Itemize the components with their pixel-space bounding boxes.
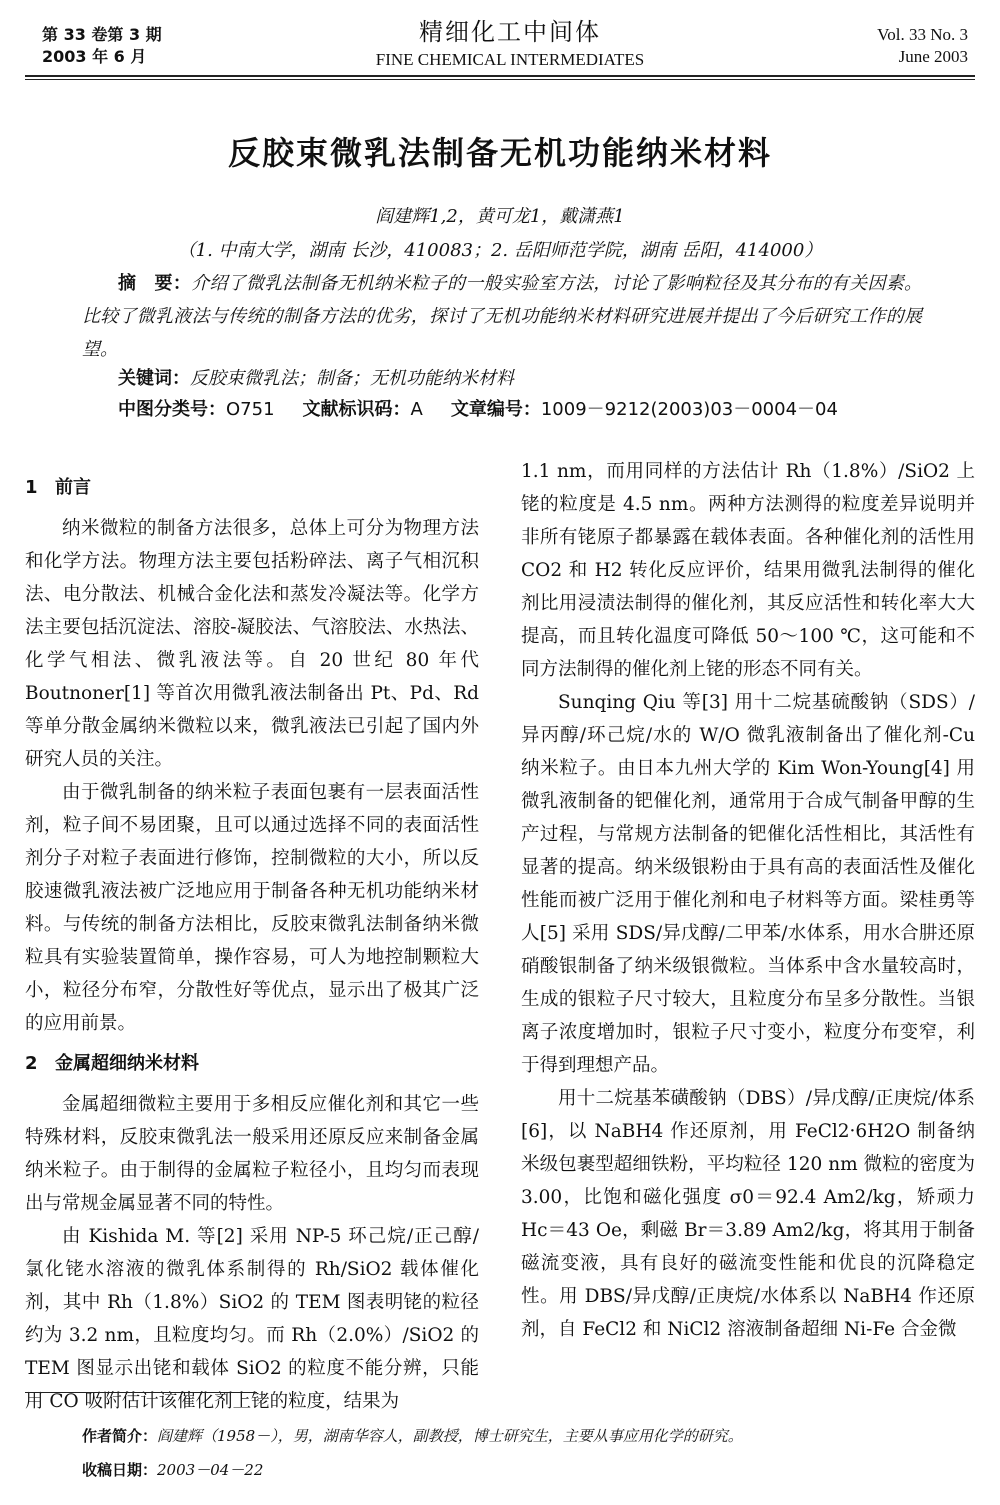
paragraph: 金属超细微粒主要用于多相反应催化剂和其它一些特殊材料，反胶束微乳法一般采用还原反应来制备金属纳米粒子。由于制得的金属粒子粒径小，且均匀而表现出与常规金属显著不同的特性。 [25,1094,479,1214]
volume-issue-en: Vol. 33 No. 3 [877,25,968,44]
classification-line [118,396,838,424]
author-list: 阎建辉1,2，黄可龙1，戴潇燕1 [375,206,625,227]
doc-code-value: A [410,399,423,420]
clc-label: 中图分类号： [118,399,226,420]
article-number-value: 1009－9212(2003)03－0004－04 [540,399,838,420]
paragraph: 1.1 nm，而用同样的方法估计 Rh（1.8%）/SiO2 上铑的粒度是 4.5 nm。两种方法测得的粒度差异说明并非所有铑原子都暴露在载体表面。各种催化剂的活性用 CO2 和 H2 转化反应评价，结果用微乳法制得的催化剂比用浸渍法制得的催化剂，其反应活性和转化率大大提高，而且转化温度可降低 50～100 ℃，这可能和不同方法制得的催化剂上铑的形态不同有关。 [521,461,975,680]
journal-name [300,16,720,72]
received-date-value: 2003－04－22 [157,1461,264,1479]
paragraph: 由 Kishida M. 等[2] 采用 NP-5 环己烷/正己醇/氯化铑水溶液的微乳体系制得的 Rh/SiO2 载体催化剂，其中 Rh（1.8%）SiO2 的 TEM 图表明铑的粒径约为 3.2 nm，且粒度均匀。而 Rh（2.0%）/SiO2 的 TEM 图显示出铑和载体 SiO2 的粒度不能分辨，只能用 CO 吸附估计该催化剂上铑的粒度，结果为 [25,1226,479,1412]
journal-name-cn: 精细化工中间体 [419,18,601,46]
keywords-label: 关键词： [118,368,190,389]
volume-issue: 第 33 卷第 3 期 [42,25,162,44]
section-title: 金属超细纳米材料 [55,1053,199,1074]
footnote [82,1419,743,1487]
section-title: 前言 [55,477,91,498]
doc-code-label: 文献标识码： [302,399,411,420]
keywords-text: 反胶束微乳法；制备；无机功能纳米材料 [190,368,514,389]
article-title: 反胶束微乳法制备无机功能纳米材料 [227,134,772,172]
footnote-rule [25,1392,257,1393]
received-date [82,1453,743,1487]
section-number: 1 [25,477,38,498]
header-rule-thin [25,79,975,80]
clc-value: O751 [226,399,275,420]
section-heading-2 [25,1050,479,1078]
abstract-text: 介绍了微乳法制备无机纳米粒子的一般实验室方法，讨论了影响粒径及其分布的有关因素。比较了微乳液法与传统的制备方法的优劣，探讨了无机功能纳米材料研究进展并提出了今后研究工作的展望。 [82,273,923,360]
abstract-label: 摘 要： [118,273,192,294]
issue-info [42,24,162,68]
paragraph: 用十二烷基苯磺酸钠（DBS）/异戊醇/正庚烷/体系[6]，以 NaBH4 作还原剂，用 FeCl2·6H2O 制备纳米级包裹型超细铁粉，平均粒径 120 nm 微粒的密度为 3.00，比饱和磁化强度 σ0＝92.4 Am2/kg，矫顽力 Hc＝43 Oe，剩磁 Br＝3.89 Am2/kg，将其用于制备磁流变液，具有良好的磁流变性能和优良的沉降稳定性。用 DBS/异戊醇/正庚烷/水体系以 NaBH4 作还原剂，自 FeCl2 和 NiCl2 溶液制备超细 Ni-Fe 合金微 [521,1088,975,1340]
issue-date-en: June 2003 [898,47,968,66]
author-bio [82,1419,743,1453]
right-column [521,455,975,1346]
author-bio-text: 阎建辉（1958－），男，湖南华容人，副教授，博士研究生，主要从事应用化学的研究。 [157,1427,743,1445]
keywords [118,365,514,393]
section-number: 2 [25,1053,38,1074]
issue-info-en [877,24,968,68]
paragraph: Sunqing Qiu 等[3] 用十二烷基硫酸钠（SDS）/异丙醇/环己烷/水的 W/O 微乳液制备出了催化剂-Cu 纳米粒子。由日本九州大学的 Kim Won-Young[4] 用微乳液制备的钯催化剂，通常用于合成气制备甲醇的生产过程，与常规方法制备的钯催化活性相比，其活性有显著的提高。纳米级银粉由于具有高的表面活性及催化性能而被广泛用于催化剂和电子材料等方面。梁桂勇等人[5] 采用 SDS/异戊醇/二甲苯/水体系，用水合肼还原硝酸银制备了纳米级银微粒。当体系中含水量较高时，生成的银粒子尺寸较大，且粒度分布呈多分散性。当银离子浓度增加时，银粒子尺寸变小，粒度分布变窄，利于得到理想产品。 [521,692,975,1076]
author-bio-label: 作者简介： [82,1427,158,1445]
paragraph: 纳米微粒的制备方法很多，总体上可分为物理方法和化学方法。物理方法主要包括粉碎法、离子气相沉积法、电分散法、机械合金化法和蒸发冷凝法等。化学方法主要包括沉淀法、溶胶-凝胶法、气溶胶法、水热法、化学气相法、微乳液法等。自 20 世纪 80 年代 Boutnoner[1] 等首次用微乳液法制备出 Pt、Pd、Rd 等单分散金属纳米微粒以来，微乳液法已引起了国内外研究人员的关注。 [25,518,479,770]
issue-date: 2003 年 6 月 [42,47,147,66]
affiliation: （1. 中南大学，湖南 长沙，410083；2. 岳阳师范学院，湖南 岳阳，414000） [177,240,823,261]
left-column [25,467,479,1418]
header-rule [25,75,975,77]
section-heading-1 [25,474,479,502]
received-date-label: 收稿日期： [82,1461,158,1479]
article-number-label: 文章编号： [450,399,541,420]
abstract [82,267,922,366]
paragraph: 由于微乳制备的纳米粒子表面包裹有一层表面活性剂，粒子间不易团聚，且可以通过选择不同的表面活性剂分子对粒子表面进行修饰，控制微粒的大小，所以反胶速微乳液法被广泛地应用于制备各种无机功能纳米材料。与传统的制备方法相比，反胶束微乳法制备纳米微粒具有实验装置简单，操作容易，可人为地控制颗粒大小，粒径分布窄，分散性好等优点，显示出了极其广泛的应用前景。 [25,782,479,1034]
journal-name-en: FINE CHEMICAL INTERMEDIATES [375,50,645,69]
